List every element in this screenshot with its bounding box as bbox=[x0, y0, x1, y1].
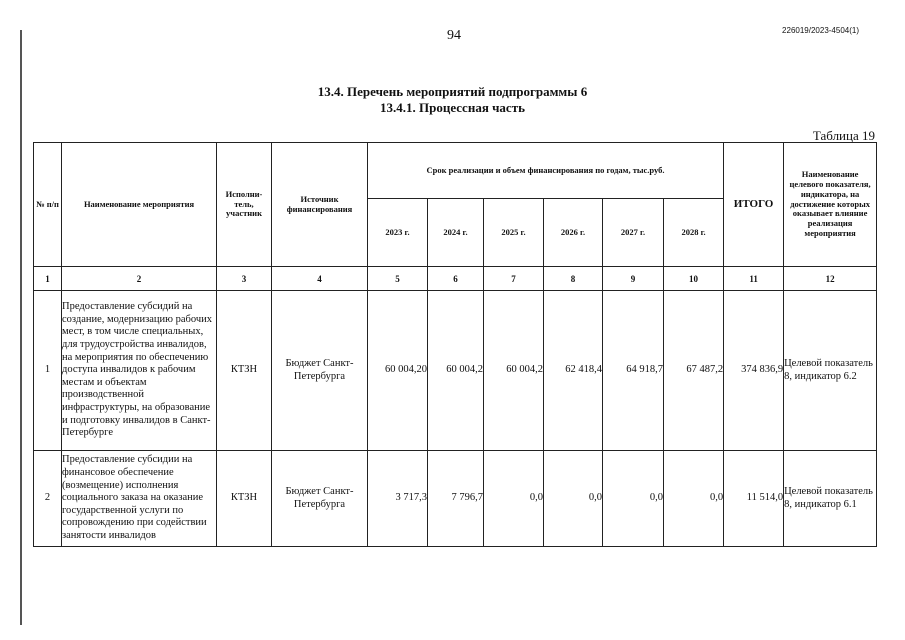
column-number: 8 bbox=[544, 267, 603, 291]
row-total: 11 514,0 bbox=[724, 451, 784, 547]
section-title: 13.4. Перечень мероприятий подпрограммы 6 bbox=[317, 84, 588, 99]
header-year: 2028 г. bbox=[664, 199, 724, 267]
document-code: 226019/2023-4504(1) bbox=[782, 26, 859, 35]
header-year: 2025 г. bbox=[484, 199, 544, 267]
row-name: Предоставление субсидии на финансовое обеспечение (возмещение) исполнения социального заказа на оказание государственной услуги по сопровождению при содействии занятости инвалидов bbox=[62, 451, 217, 547]
row-num: 2 bbox=[34, 451, 62, 547]
header-indicator: Наименование целевого показателя, индикатора, на достижение которых оказывает влияние реализация мероприятия bbox=[784, 143, 877, 267]
column-number: 2 bbox=[62, 267, 217, 291]
column-number: 9 bbox=[603, 267, 664, 291]
subsection-title: 13.4.1. Процессная часть bbox=[380, 100, 525, 115]
header-year: 2027 г. bbox=[603, 199, 664, 267]
row-num: 1 bbox=[34, 291, 62, 451]
column-number: 6 bbox=[428, 267, 484, 291]
column-number: 11 bbox=[724, 267, 784, 291]
row-indicator: Целевой показатель 8, индикатор 6.1 bbox=[784, 451, 877, 547]
column-number: 10 bbox=[664, 267, 724, 291]
row-value-2027: 0,0 bbox=[603, 451, 664, 547]
header-year: 2026 г. bbox=[544, 199, 603, 267]
header-name: Наименование мероприятия bbox=[62, 143, 217, 267]
column-number: 1 bbox=[34, 267, 62, 291]
header-executor: Исполни-тель, участник bbox=[217, 143, 272, 267]
row-value-2025: 60 004,2 bbox=[484, 291, 544, 451]
header-period: Срок реализации и объем финансирования по годам, тыс.руб. bbox=[368, 143, 724, 199]
table-row bbox=[34, 291, 877, 451]
row-indicator: Целевой показатель 8, индикатор 6.2 bbox=[784, 291, 877, 451]
header-year: 2024 г. bbox=[428, 199, 484, 267]
measures-table bbox=[33, 142, 877, 547]
header-source: Источник финансирования bbox=[272, 143, 368, 267]
row-executor: КТЗН bbox=[217, 451, 272, 547]
row-value-2023: 3 717,3 bbox=[368, 451, 428, 547]
row-value-2028: 67 487,2 bbox=[664, 291, 724, 451]
row-source: Бюджет Санкт-Петербурга bbox=[272, 451, 368, 547]
row-source: Бюджет Санкт-Петербурга bbox=[272, 291, 368, 451]
column-number: 12 bbox=[784, 267, 877, 291]
scan-left-edge bbox=[20, 30, 22, 625]
row-executor: КТЗН bbox=[217, 291, 272, 451]
row-total: 374 836,9 bbox=[724, 291, 784, 451]
row-value-2024: 7 796,7 bbox=[428, 451, 484, 547]
table-row bbox=[34, 451, 877, 547]
table-label: Таблица 19 bbox=[812, 128, 875, 143]
row-value-2028: 0,0 bbox=[664, 451, 724, 547]
column-number: 4 bbox=[272, 267, 368, 291]
row-name: Предоставление субсидий на создание, модернизацию рабочих мест, в том числе специальных, для трудоустройства инвалидов, на мероприятия по обеспечению доступа инвалидов к рабочим местам и объектам производственной инфраструктуры, на образование и подготовку инвалидов в Санкт-Петербурге bbox=[62, 291, 217, 451]
header-year: 2023 г. bbox=[368, 199, 428, 267]
row-value-2025: 0,0 bbox=[484, 451, 544, 547]
row-value-2026: 0,0 bbox=[544, 451, 603, 547]
column-number: 3 bbox=[217, 267, 272, 291]
row-value-2027: 64 918,7 bbox=[603, 291, 664, 451]
column-number: 7 bbox=[484, 267, 544, 291]
row-value-2024: 60 004,2 bbox=[428, 291, 484, 451]
header-total: ИТОГО bbox=[724, 143, 784, 267]
row-value-2023: 60 004,20 bbox=[368, 291, 428, 451]
page-number: 94 bbox=[447, 28, 461, 43]
header-num: № п/п bbox=[34, 143, 62, 267]
column-number: 5 bbox=[368, 267, 428, 291]
row-value-2026: 62 418,4 bbox=[544, 291, 603, 451]
